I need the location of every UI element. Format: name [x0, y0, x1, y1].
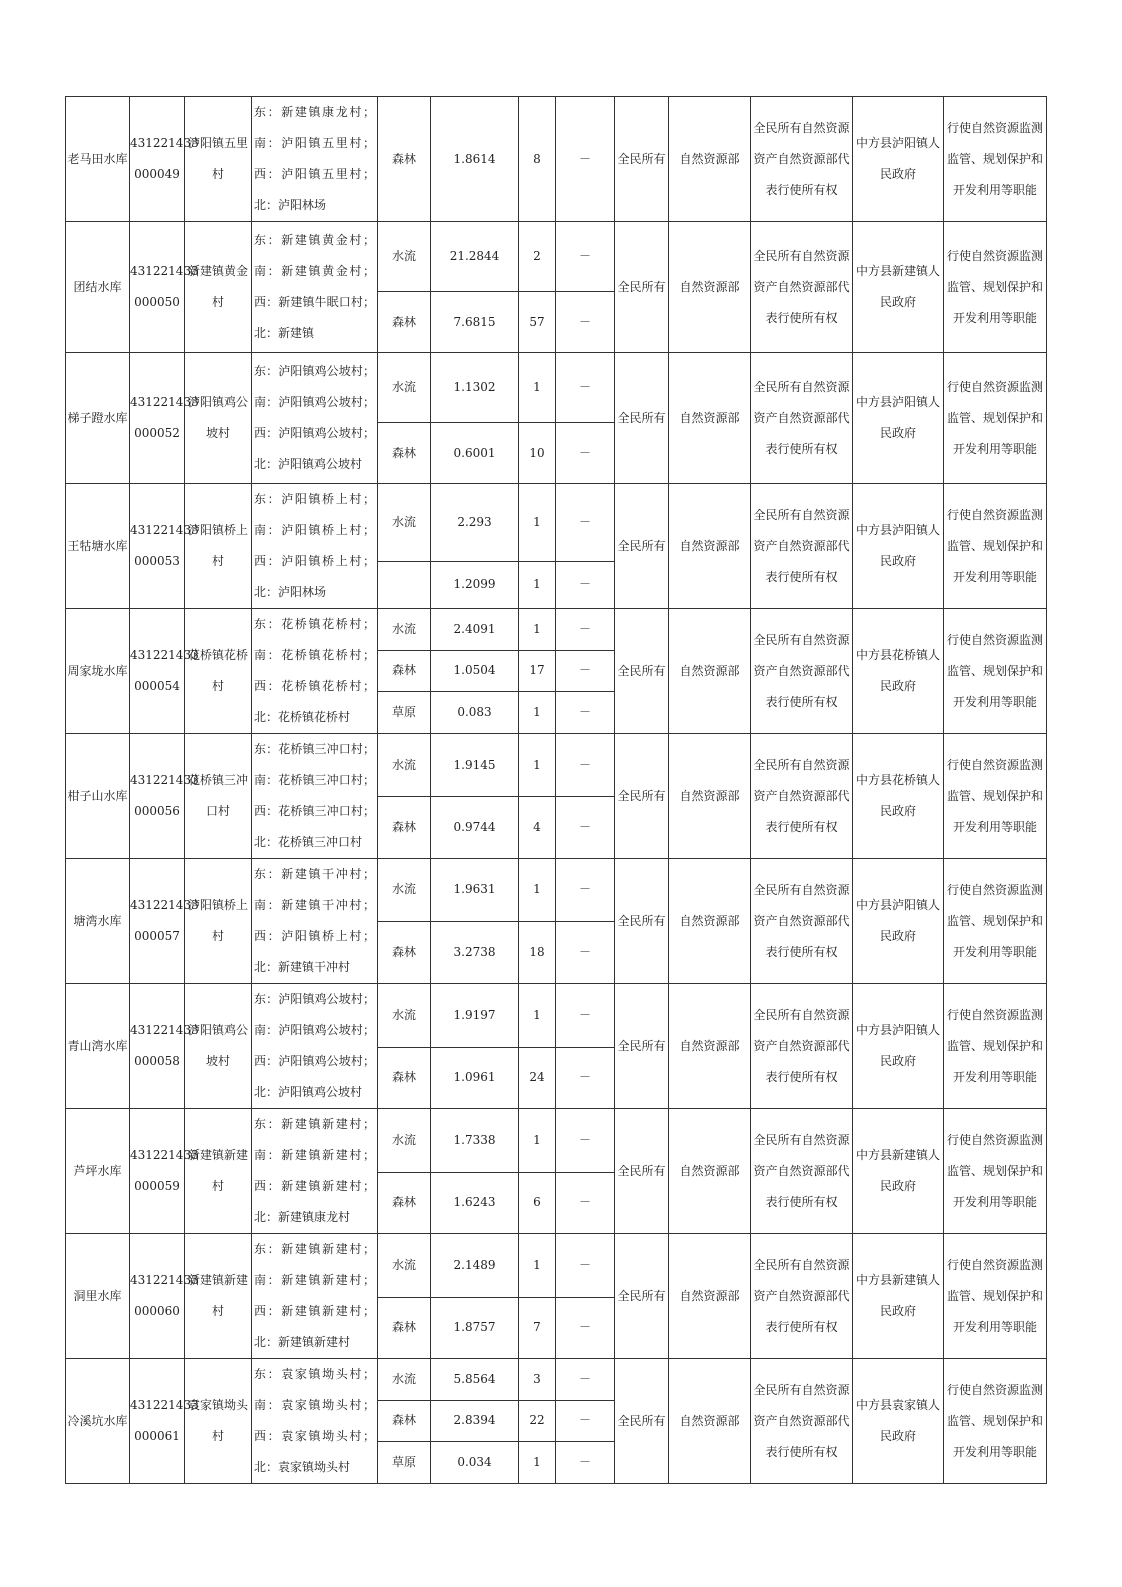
resource-area: 2.8394: [431, 1400, 519, 1442]
ownership-cell: 全民所有: [615, 984, 669, 1109]
resource-type: [378, 561, 431, 608]
resource-note: －: [556, 1172, 615, 1234]
unit-code: 431221433 000058: [130, 984, 185, 1109]
reservoir-name: 洞里水库: [66, 1234, 130, 1359]
resource-area: 2.293: [431, 484, 519, 562]
representative-cell: 全民所有自然资源资产自然资源部代表行使所有权: [751, 1359, 853, 1484]
agency-cell: 自然资源部: [669, 484, 751, 609]
government-cell: 中方县泸阳镇人民政府: [853, 97, 944, 222]
resource-area: 1.1302: [431, 353, 519, 423]
resource-count: 18: [519, 921, 556, 984]
reservoir-name: 青山湾水库: [66, 984, 130, 1109]
reservoir-name: 芦坪水库: [66, 1109, 130, 1234]
resource-type: 水流: [378, 1109, 431, 1173]
resource-type: 水流: [378, 984, 431, 1048]
boundary-cell: 东：花桥镇三冲口村；南：花桥镇三冲口村；西：花桥镇三冲口村；北：花桥镇三冲口村: [252, 734, 378, 859]
boundary-cell: 东：泸阳镇鸡公坡村；南：泸阳镇鸡公坡村；西：泸阳镇鸡公坡村；北：泸阳镇鸡公坡村: [252, 984, 378, 1109]
representative-cell: 全民所有自然资源资产自然资源部代表行使所有权: [751, 609, 853, 734]
ownership-cell: 全民所有: [615, 222, 669, 353]
resource-count: 1: [519, 734, 556, 797]
resource-note: －: [556, 609, 615, 651]
representative-cell: 全民所有自然资源资产自然资源部代表行使所有权: [751, 97, 853, 222]
reservoir-name: 团结水库: [66, 222, 130, 353]
resource-area: 1.9145: [431, 734, 519, 797]
reservoir-name: 冷溪坑水库: [66, 1359, 130, 1484]
resource-count: 22: [519, 1400, 556, 1442]
resource-type: 森林: [378, 1400, 431, 1442]
location-cell: 新建镇新建村: [185, 1234, 252, 1359]
resource-area: 3.2738: [431, 921, 519, 984]
ownership-cell: 全民所有: [615, 734, 669, 859]
resource-note: －: [556, 1297, 615, 1359]
resource-note: －: [556, 797, 615, 859]
resource-type: 水流: [378, 484, 431, 562]
government-cell: 中方县泸阳镇人民政府: [853, 484, 944, 609]
resource-type: 森林: [378, 423, 431, 484]
location-cell: 新建镇新建村: [185, 1109, 252, 1234]
resource-type: 水流: [378, 734, 431, 797]
resource-note: －: [556, 984, 615, 1048]
agency-cell: 自然资源部: [669, 859, 751, 984]
resource-note: －: [556, 292, 615, 353]
resource-type: 森林: [378, 797, 431, 859]
representative-cell: 全民所有自然资源资产自然资源部代表行使所有权: [751, 1234, 853, 1359]
resource-count: 10: [519, 423, 556, 484]
resource-note: －: [556, 1234, 615, 1298]
resource-type: 森林: [378, 1047, 431, 1109]
unit-code: 431221433 000049: [130, 97, 185, 222]
resource-note: －: [556, 353, 615, 423]
agency-cell: 自然资源部: [669, 734, 751, 859]
resource-type: 森林: [378, 97, 431, 222]
table-row: [66, 97, 1047, 222]
ownership-cell: 全民所有: [615, 1234, 669, 1359]
resource-type: 水流: [378, 609, 431, 651]
location-cell: 泸阳镇鸡公坡村: [185, 353, 252, 484]
boundary-cell: 东：新建镇新建村；南：新建镇新建村；西：新建镇新建村；北：新建镇康龙村: [252, 1109, 378, 1234]
duty-cell: 行使自然资源监测监管、规划保护和开发利用等职能: [944, 984, 1047, 1109]
location-cell: 泸阳镇桥上村: [185, 484, 252, 609]
resource-count: 1: [519, 984, 556, 1048]
representative-cell: 全民所有自然资源资产自然资源部代表行使所有权: [751, 859, 853, 984]
duty-cell: 行使自然资源监测监管、规划保护和开发利用等职能: [944, 97, 1047, 222]
location-cell: 花桥镇三冲口村: [185, 734, 252, 859]
reservoir-name: 塘湾水库: [66, 859, 130, 984]
resource-note: －: [556, 484, 615, 562]
boundary-cell: 东：新建镇干冲村；南：新建镇干冲村；西：泸阳镇桥上村；北：新建镇干冲村: [252, 859, 378, 984]
agency-cell: 自然资源部: [669, 1109, 751, 1234]
resource-note: －: [556, 222, 615, 292]
resource-area: 2.4091: [431, 609, 519, 651]
resource-area: 1.8757: [431, 1297, 519, 1359]
duty-cell: 行使自然资源监测监管、规划保护和开发利用等职能: [944, 484, 1047, 609]
resource-area: 0.083: [431, 692, 519, 734]
resource-area: 1.9197: [431, 984, 519, 1048]
ownership-cell: 全民所有: [615, 1109, 669, 1234]
location-cell: 花桥镇花桥村: [185, 609, 252, 734]
duty-cell: 行使自然资源监测监管、规划保护和开发利用等职能: [944, 1359, 1047, 1484]
boundary-cell: 东：花桥镇花桥村；南：花桥镇花桥村；西：花桥镇花桥村；北：花桥镇花桥村: [252, 609, 378, 734]
representative-cell: 全民所有自然资源资产自然资源部代表行使所有权: [751, 1109, 853, 1234]
boundary-cell: 东：袁家镇坳头村；南：袁家镇坳头村；西：袁家镇坳头村；北：袁家镇坳头村: [252, 1359, 378, 1484]
table-row: [66, 859, 1047, 922]
government-cell: 中方县泸阳镇人民政府: [853, 984, 944, 1109]
ownership-cell: 全民所有: [615, 97, 669, 222]
table-row: [66, 984, 1047, 1048]
resource-count: 6: [519, 1172, 556, 1234]
government-cell: 中方县花桥镇人民政府: [853, 609, 944, 734]
location-cell: 泸阳镇五里村: [185, 97, 252, 222]
agency-cell: 自然资源部: [669, 353, 751, 484]
resource-type: 草原: [378, 692, 431, 734]
ownership-cell: 全民所有: [615, 484, 669, 609]
government-cell: 中方县新建镇人民政府: [853, 1234, 944, 1359]
resource-note: －: [556, 921, 615, 984]
resource-note: －: [556, 734, 615, 797]
representative-cell: 全民所有自然资源资产自然资源部代表行使所有权: [751, 484, 853, 609]
unit-code: 431221433 000060: [130, 1234, 185, 1359]
agency-cell: 自然资源部: [669, 1234, 751, 1359]
resource-count: 1: [519, 561, 556, 608]
resource-area: 0.034: [431, 1442, 519, 1484]
location-cell: 新建镇黄金村: [185, 222, 252, 353]
resource-note: －: [556, 97, 615, 222]
table-row: [66, 1234, 1047, 1298]
resource-area: 0.9744: [431, 797, 519, 859]
government-cell: 中方县花桥镇人民政府: [853, 734, 944, 859]
agency-cell: 自然资源部: [669, 609, 751, 734]
resource-count: 1: [519, 859, 556, 922]
resource-count: 24: [519, 1047, 556, 1109]
unit-code: 431221433 000052: [130, 353, 185, 484]
unit-code: 431221433 000059: [130, 1109, 185, 1234]
resource-note: －: [556, 650, 615, 692]
resource-type: 森林: [378, 921, 431, 984]
resource-type: 森林: [378, 1297, 431, 1359]
representative-cell: 全民所有自然资源资产自然资源部代表行使所有权: [751, 984, 853, 1109]
resource-count: 3: [519, 1359, 556, 1401]
unit-code: 431221433 000056: [130, 734, 185, 859]
resource-note: －: [556, 1442, 615, 1484]
reservoir-name: 周家垅水库: [66, 609, 130, 734]
agency-cell: 自然资源部: [669, 222, 751, 353]
representative-cell: 全民所有自然资源资产自然资源部代表行使所有权: [751, 353, 853, 484]
resource-area: 1.2099: [431, 561, 519, 608]
government-cell: 中方县新建镇人民政府: [853, 222, 944, 353]
boundary-cell: 东：新建镇新建村；南：新建镇新建村；西：新建镇新建村；北：新建镇新建村: [252, 1234, 378, 1359]
duty-cell: 行使自然资源监测监管、规划保护和开发利用等职能: [944, 222, 1047, 353]
reservoir-name: 王牯塘水库: [66, 484, 130, 609]
resource-note: －: [556, 1109, 615, 1173]
table-row: [66, 734, 1047, 797]
unit-code: 431221433 000057: [130, 859, 185, 984]
duty-cell: 行使自然资源监测监管、规划保护和开发利用等职能: [944, 353, 1047, 484]
resource-type: 水流: [378, 1359, 431, 1401]
agency-cell: 自然资源部: [669, 984, 751, 1109]
boundary-cell: 东：新建镇康龙村；南：泸阳镇五里村；西：泸阳镇五里村；北：泸阳林场: [252, 97, 378, 222]
resource-type: 森林: [378, 650, 431, 692]
unit-code: 431221433 000054: [130, 609, 185, 734]
resource-count: 8: [519, 97, 556, 222]
duty-cell: 行使自然资源监测监管、规划保护和开发利用等职能: [944, 859, 1047, 984]
agency-cell: 自然资源部: [669, 1359, 751, 1484]
resource-count: 2: [519, 222, 556, 292]
resource-area: 5.8564: [431, 1359, 519, 1401]
resource-note: －: [556, 692, 615, 734]
table-row: [66, 1359, 1047, 1401]
resource-area: 21.2844: [431, 222, 519, 292]
resource-note: －: [556, 423, 615, 484]
resource-area: 1.0504: [431, 650, 519, 692]
unit-code: 431221433 000050: [130, 222, 185, 353]
resource-note: －: [556, 1359, 615, 1401]
resource-count: 1: [519, 484, 556, 562]
location-cell: 泸阳镇鸡公坡村: [185, 984, 252, 1109]
boundary-cell: 东：泸阳镇鸡公坡村；南：泸阳镇鸡公坡村；西：泸阳镇鸡公坡村；北：泸阳镇鸡公坡村: [252, 353, 378, 484]
resource-count: 7: [519, 1297, 556, 1359]
table-row: [66, 222, 1047, 292]
resource-count: 1: [519, 692, 556, 734]
unit-code: 431221433 000053: [130, 484, 185, 609]
resource-count: 1: [519, 1442, 556, 1484]
resource-area: 1.8614: [431, 97, 519, 222]
resource-area: 7.6815: [431, 292, 519, 353]
table-row: [66, 1109, 1047, 1173]
location-cell: 袁家镇坳头村: [185, 1359, 252, 1484]
reservoir-name: 老马田水库: [66, 97, 130, 222]
representative-cell: 全民所有自然资源资产自然资源部代表行使所有权: [751, 222, 853, 353]
ownership-cell: 全民所有: [615, 859, 669, 984]
resource-type: 水流: [378, 222, 431, 292]
agency-cell: 自然资源部: [669, 97, 751, 222]
resource-count: 1: [519, 1234, 556, 1298]
resource-area: 1.0961: [431, 1047, 519, 1109]
reservoir-registry-table: [65, 96, 1047, 1484]
resource-count: 4: [519, 797, 556, 859]
resource-count: 1: [519, 353, 556, 423]
resource-note: －: [556, 1400, 615, 1442]
resource-type: 水流: [378, 859, 431, 922]
government-cell: 中方县新建镇人民政府: [853, 1109, 944, 1234]
ownership-cell: 全民所有: [615, 609, 669, 734]
resource-type: 草原: [378, 1442, 431, 1484]
resource-note: －: [556, 561, 615, 608]
government-cell: 中方县泸阳镇人民政府: [853, 353, 944, 484]
resource-type: 森林: [378, 292, 431, 353]
resource-type: 水流: [378, 1234, 431, 1298]
duty-cell: 行使自然资源监测监管、规划保护和开发利用等职能: [944, 1109, 1047, 1234]
resource-type: 森林: [378, 1172, 431, 1234]
resource-count: 1: [519, 609, 556, 651]
resource-area: 1.6243: [431, 1172, 519, 1234]
resource-count: 1: [519, 1109, 556, 1173]
ownership-cell: 全民所有: [615, 1359, 669, 1484]
resource-area: 0.6001: [431, 423, 519, 484]
representative-cell: 全民所有自然资源资产自然资源部代表行使所有权: [751, 734, 853, 859]
reservoir-name: 梯子蹬水库: [66, 353, 130, 484]
duty-cell: 行使自然资源监测监管、规划保护和开发利用等职能: [944, 609, 1047, 734]
table-row: [66, 609, 1047, 651]
duty-cell: 行使自然资源监测监管、规划保护和开发利用等职能: [944, 1234, 1047, 1359]
location-cell: 泸阳镇桥上村: [185, 859, 252, 984]
reservoir-name: 柑子山水库: [66, 734, 130, 859]
duty-cell: 行使自然资源监测监管、规划保护和开发利用等职能: [944, 734, 1047, 859]
resource-area: 2.1489: [431, 1234, 519, 1298]
resource-area: 1.7338: [431, 1109, 519, 1173]
unit-code: 431221433 000061: [130, 1359, 185, 1484]
government-cell: 中方县袁家镇人民政府: [853, 1359, 944, 1484]
resource-area: 1.9631: [431, 859, 519, 922]
table-row: [66, 353, 1047, 423]
resource-type: 水流: [378, 353, 431, 423]
resource-count: 17: [519, 650, 556, 692]
government-cell: 中方县泸阳镇人民政府: [853, 859, 944, 984]
table-row: [66, 484, 1047, 562]
boundary-cell: 东：新建镇黄金村；南：新建镇黄金村；西：新建镇牛眠口村；北：新建镇: [252, 222, 378, 353]
ownership-cell: 全民所有: [615, 353, 669, 484]
resource-note: －: [556, 859, 615, 922]
boundary-cell: 东：泸阳镇桥上村；南：泸阳镇桥上村；西：泸阳镇桥上村；北：泸阳林场: [252, 484, 378, 609]
resource-count: 57: [519, 292, 556, 353]
resource-note: －: [556, 1047, 615, 1109]
